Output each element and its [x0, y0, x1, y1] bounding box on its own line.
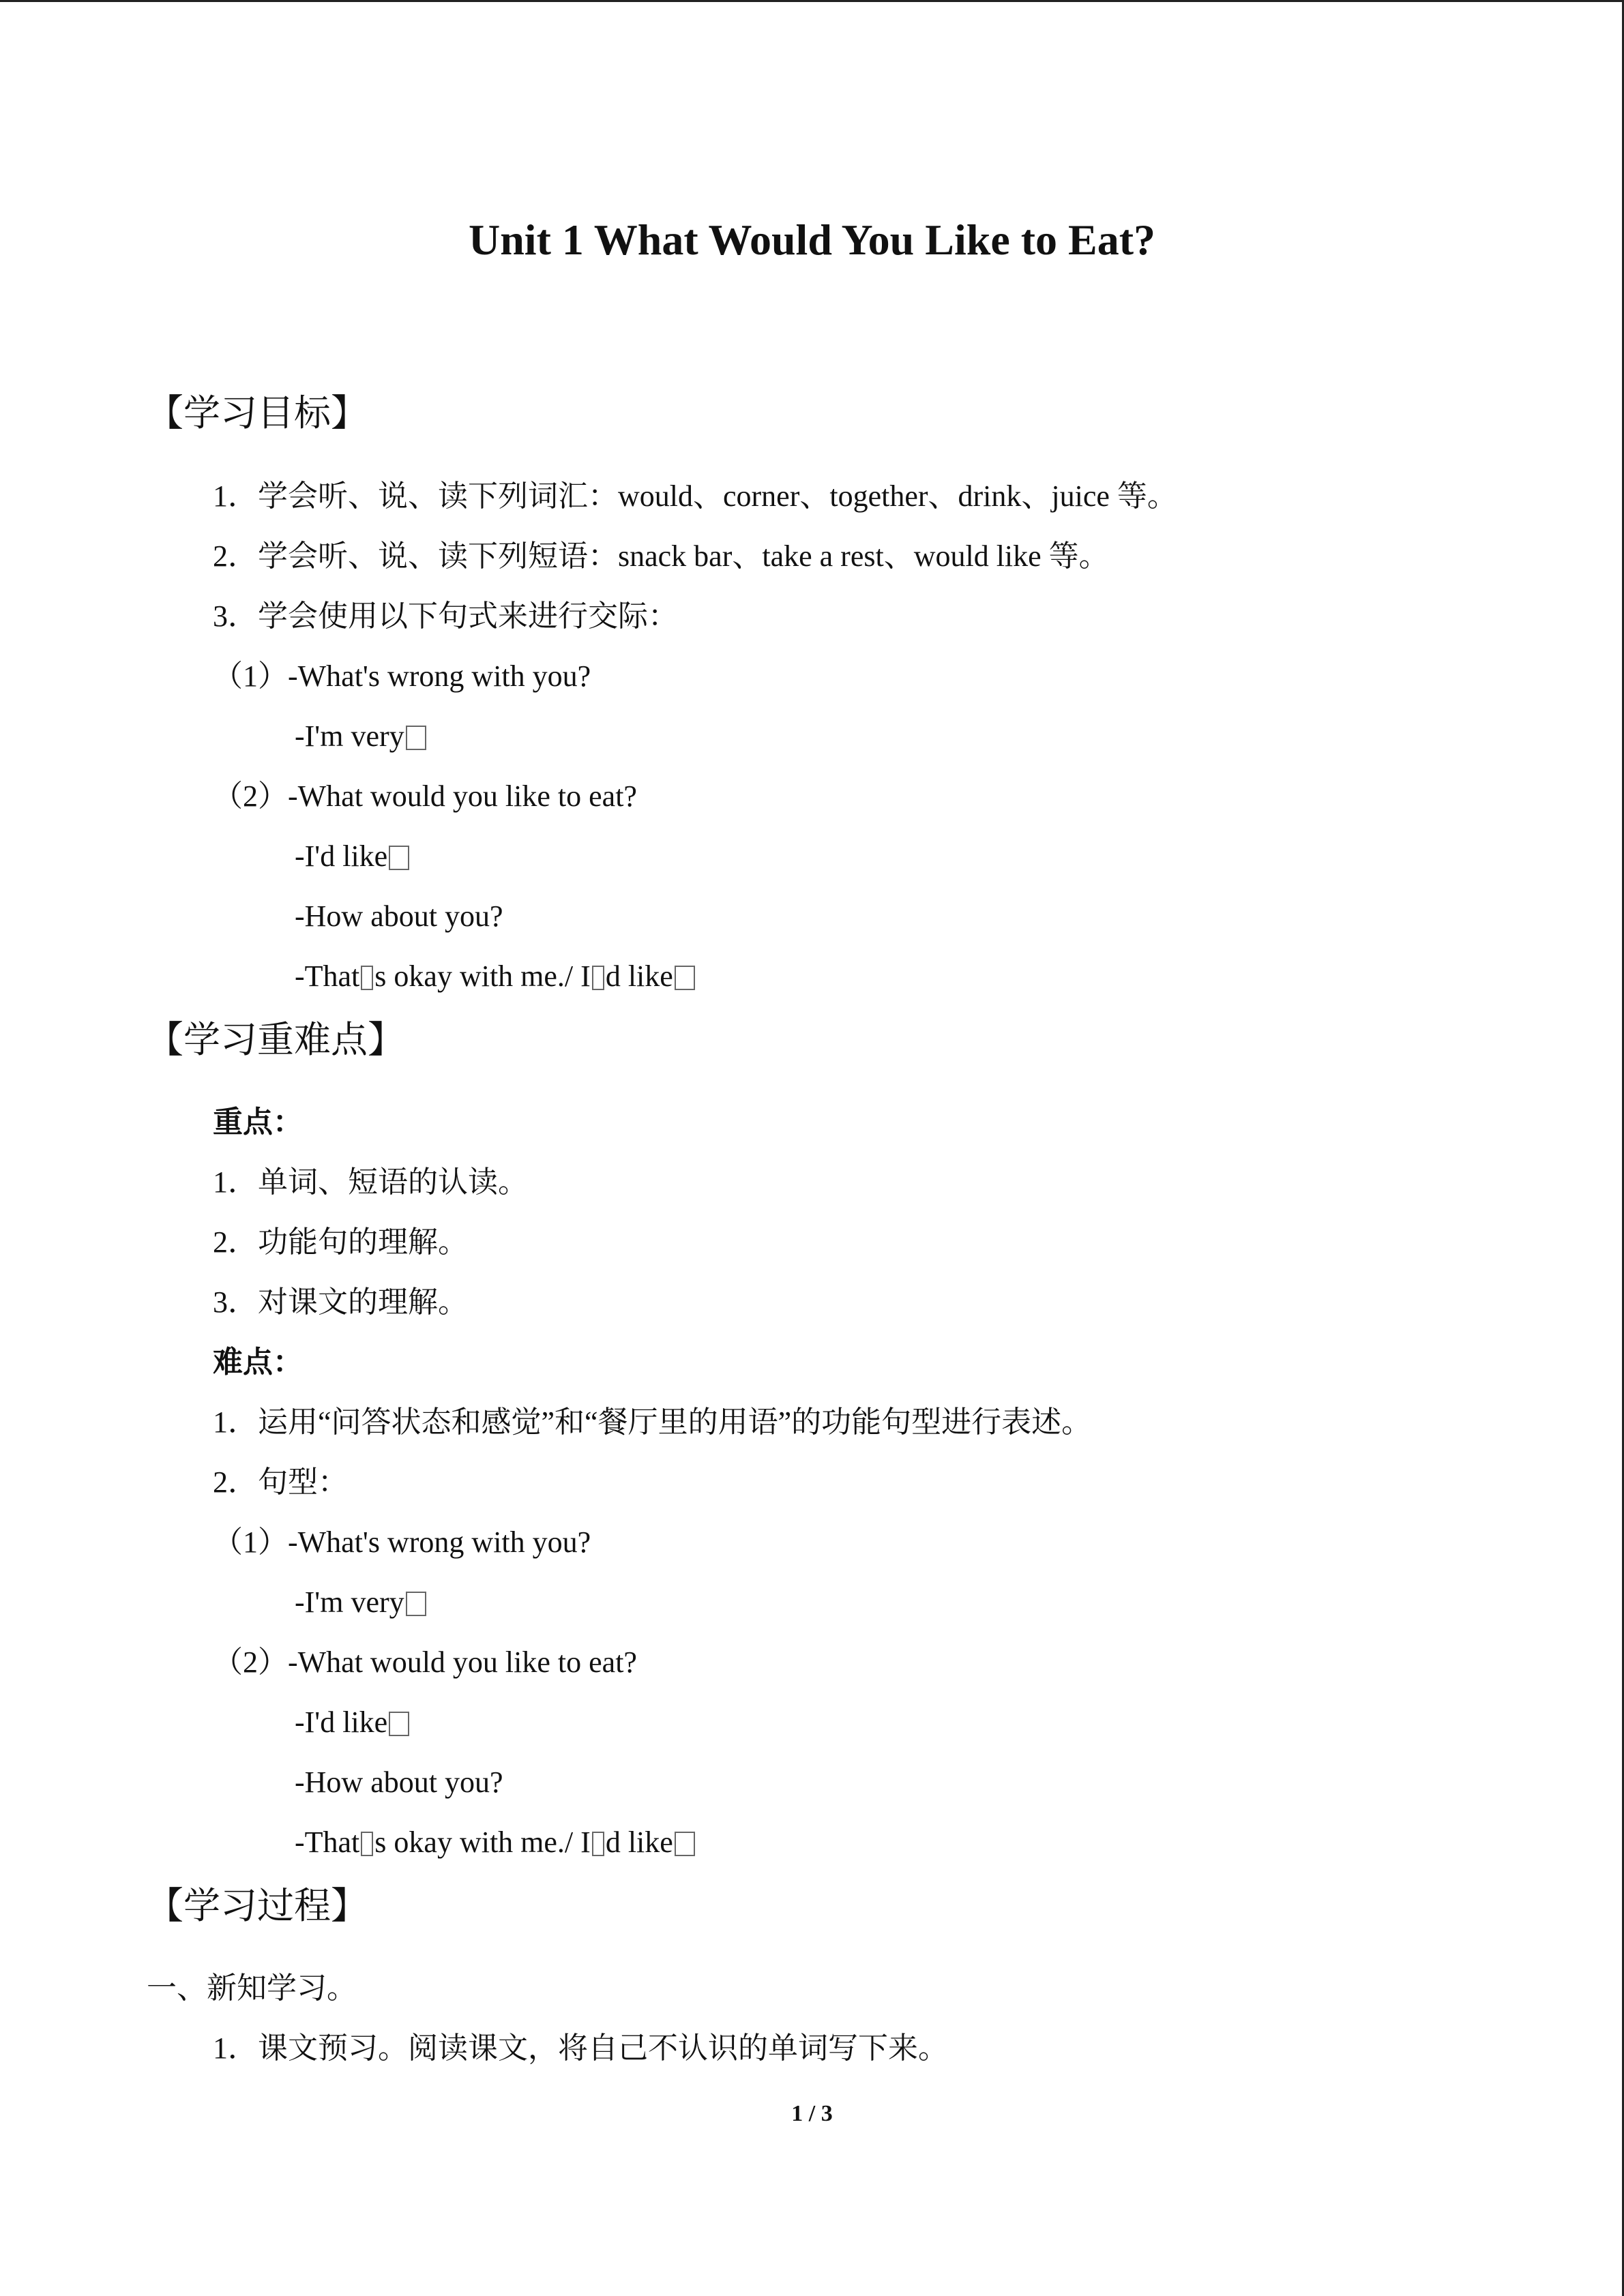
key-dialogue-q1: （1）-What's wrong with you? — [213, 1525, 591, 1559]
key-dialogue-a1: -I'm very — [295, 1582, 426, 1623]
objectives-heading: 【学习目标】 — [147, 391, 368, 434]
key-points-heading: 【学习重难点】 — [147, 1018, 404, 1061]
missing-glyph-box — [389, 1712, 409, 1736]
process-item-1: 1．课文预习。阅读课文，将自己不认识的单词写下来。 — [213, 2031, 948, 2065]
page-number: 1 / 3 — [791, 2101, 833, 2126]
objective-dialogue-a1: -I'm very — [295, 716, 426, 757]
page-border-top — [0, 0, 1624, 2]
objective-item-2: 2．学会听、说、读下列短语：snack bar、take a rest、would like 等。 — [213, 539, 1109, 573]
missing-glyph-box — [592, 966, 604, 990]
document-title: Unit 1 What Would You Like to Eat? — [468, 215, 1156, 264]
difficult-item-1: 1．运用“问答状态和感觉”和“餐厅里的用语”的功能句型进行表述。 — [213, 1405, 1092, 1439]
objective-dialogue-a2: -I'd like — [295, 836, 409, 877]
key-dialogue-a2: -I'd like — [295, 1702, 409, 1743]
objective-dialogue-a3: -That s okay with me./ I d like — [295, 956, 695, 997]
process-part-1: 一、新知学习。 — [147, 1971, 357, 2005]
key-label: 重点： — [213, 1105, 303, 1139]
missing-glyph-box — [592, 1832, 604, 1856]
process-heading: 【学习过程】 — [147, 1884, 368, 1927]
difficult-label: 难点： — [213, 1345, 303, 1379]
objective-item-3: 3．学会使用以下句式来进行交际： — [213, 599, 678, 633]
missing-glyph-box — [406, 726, 426, 750]
missing-glyph-box — [361, 966, 373, 990]
key-dialogue-a3: -That s okay with me./ I d like — [295, 1822, 695, 1863]
objective-dialogue-q1: （1）-What's wrong with you? — [213, 659, 591, 693]
objective-dialogue-q2: （2）-What would you like to eat? — [213, 779, 637, 813]
missing-glyph-box — [675, 1832, 695, 1856]
missing-glyph-box — [406, 1592, 426, 1616]
objective-item-1: 1．学会听、说、读下列词汇：would、corner、together、drink、juice 等。 — [213, 479, 1177, 513]
difficult-item-2: 2．句型： — [213, 1465, 348, 1499]
missing-glyph-box — [675, 966, 695, 990]
key-item-3: 3．对课文的理解。 — [213, 1285, 468, 1319]
objective-dialogue-q3: -How about you? — [295, 899, 503, 933]
key-dialogue-q3: -How about you? — [295, 1765, 503, 1799]
key-dialogue-q2: （2）-What would you like to eat? — [213, 1645, 637, 1679]
key-item-1: 1．单词、短语的认读。 — [213, 1165, 528, 1199]
missing-glyph-box — [361, 1832, 373, 1856]
missing-glyph-box — [389, 846, 409, 870]
key-item-2: 2．功能句的理解。 — [213, 1225, 468, 1259]
